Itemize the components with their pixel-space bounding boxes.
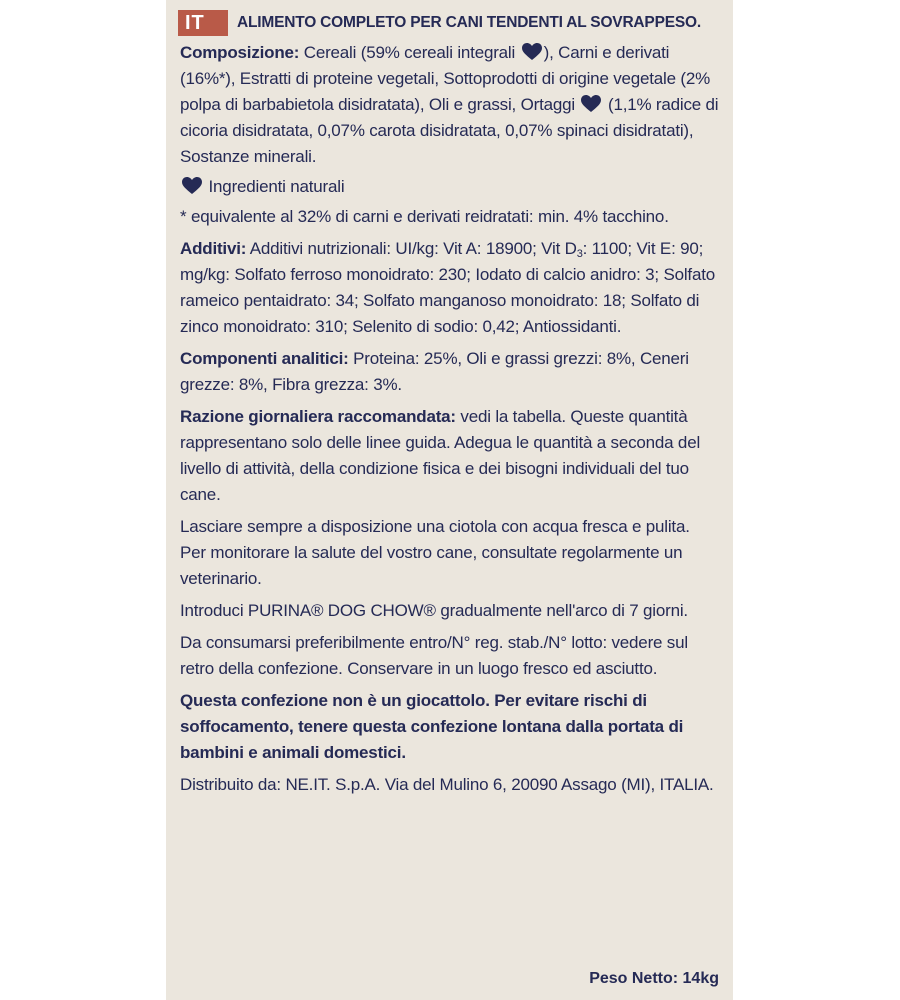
label-content: [180, 40, 720, 802]
additives-label: Additivi:: [180, 239, 247, 258]
analytics-label: Componenti analitici:: [180, 349, 349, 368]
analytics-paragraph: [180, 346, 720, 398]
additives-text-1: Additivi nutrizionali: UI/kg: Vit A: 18900; Vit D: [246, 239, 577, 258]
distributor-info: Distribuito da: NE.IT. S.p.A. Via del Mulino 6, 20090 Assago (MI), ITALIA.: [180, 775, 714, 794]
heart-icon: [522, 43, 542, 61]
composition-text-1: Cereali (59% cereali integrali: [299, 43, 520, 62]
natural-ingredients-text: Ingredienti naturali: [208, 177, 345, 196]
analytics-text: Proteina: 25%, Oli e grassi grezzi: 8%, Ceneri grezze: 8%, Fibra grezza: 3%.: [180, 349, 689, 394]
heart-icon: [182, 177, 202, 195]
additives-paragraph: [180, 236, 720, 340]
ration-paragraph: [180, 404, 720, 508]
product-title: ALIMENTO COMPLETO PER CANI TENDENTI AL SOVRAPPESO.: [237, 14, 701, 31]
natural-ingredients-legend: [180, 174, 720, 200]
storage-note: Da consumarsi preferibilmente entro/N° reg. stab./N° lotto: vedere sul retro della confezione. Conservare in un luogo fresco ed asciutto.: [180, 633, 688, 678]
ration-label: Razione giornaliera raccomandata:: [180, 407, 456, 426]
asterisk-note: * equivalente al 32% di carni e derivati reidratati: min. 4% tacchino.: [180, 207, 669, 226]
composition-text-3: (1,1% radice di cicoria disidratata, 0,07% carota disidratata, 0,07% spinaci disidratati), Sostanze minerali.: [180, 95, 719, 166]
additives-text-2: : 1100; Vit E: 90; mg/kg: Solfato ferroso monoidrato: 230; Iodato di calcio anidro: 3; Solfato rameico pentaidrato: 34; Solfato manganoso monoidrato: 18; Solfato di zinco monoidrato: 310; Selenito di sodio: 0,42; Antiossidanti.: [180, 239, 715, 336]
composition-label: Composizione:: [180, 43, 300, 62]
safety-warning: Questa confezione non è un giocattolo. Per evitare rischi di soffocamento, tenere questa confezione lontana dalla portata di bambini e animali domestici.: [180, 691, 684, 762]
language-badge: IT: [178, 10, 228, 36]
intro-note: Introduci PURINA® DOG CHOW® gradualmente nell'arco di 7 giorni.: [180, 601, 688, 620]
label-panel: [166, 0, 733, 1000]
net-weight: Peso Netto: 14kg: [589, 970, 719, 987]
ration-text: vedi la tabella. Queste quantità rappresentano solo delle linee guida. Adegua le quantità a seconda del livello di attività, della condizione fisica e dei bisogni individuali del tuo cane.: [180, 407, 701, 504]
water-note: Lasciare sempre a disposizione una ciotola con acqua fresca e pulita. Per monitorare la salute del vostro cane, consultate regolarmente un veterinario.: [180, 517, 690, 588]
vitamin-d-subscript: 3: [576, 248, 583, 260]
heart-icon: [581, 95, 601, 113]
header-row: [178, 10, 726, 36]
composition-text-2: ), Carni e derivati (16%*), Estratti di proteine vegetali, Sottoprodotti di origine vegetale (2% polpa di barbabietola disidratata), Oli e grassi, Ortaggi: [180, 43, 711, 114]
composition-paragraph: [180, 40, 720, 170]
